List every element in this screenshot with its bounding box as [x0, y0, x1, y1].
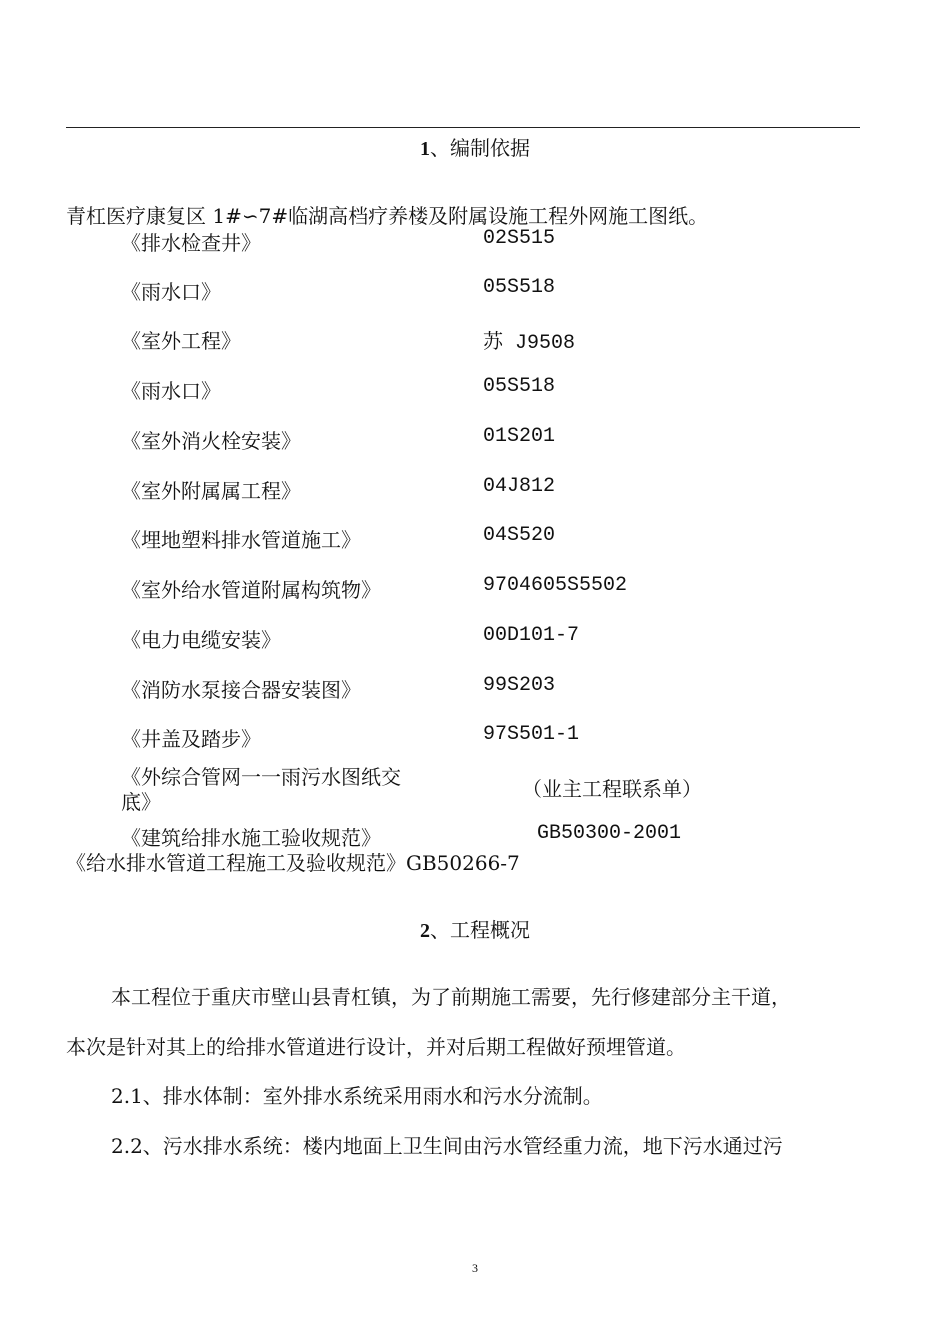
reference-code: 9704605S5502	[483, 574, 628, 597]
reference-name: 《外综合管网一一雨污水图纸交	[121, 765, 401, 789]
section-1-heading	[0, 132, 950, 161]
reference-name: 《室外附属属工程》	[121, 479, 301, 503]
page-number: 3	[472, 1261, 478, 1275]
reference-line: 《给水排水管道工程施工及验收规范》GB50266-7	[66, 851, 520, 875]
reference-name: 《建筑给排水施工验收规范》	[121, 826, 381, 850]
intro-paragraph: 青杠医疗康复区 1#∽7#临湖高档疗养楼及附属设施工程外网施工图纸。	[66, 204, 709, 228]
reference-code: 04J812	[483, 475, 556, 498]
reference-code: （业主工程联系单）	[522, 777, 702, 801]
reference-code: 05S518	[483, 375, 556, 398]
section-2-title: 、工程概况	[430, 918, 530, 942]
reference-name: 《埋地塑料排水管道施工》	[121, 528, 361, 552]
reference-code: 05S518	[483, 276, 556, 299]
reference-code: 02S515	[483, 227, 556, 250]
section-2-number: 2	[420, 920, 430, 942]
reference-name: 《雨水口》	[121, 379, 221, 403]
sewage-system-paragraph: 2.2、污水排水系统：楼内地面上卫生间由污水管经重力流，地下污水通过污	[111, 1134, 783, 1158]
reference-code: 04S520	[483, 524, 556, 547]
reference-code: 97S501-1	[483, 723, 580, 746]
reference-name: 《电力电缆安装》	[121, 628, 281, 652]
overview-paragraph: 本工程位于重庆市壁山县青杠镇，为了前期施工需要，先行修建部分主干道，	[111, 985, 791, 1009]
reference-name: 《排水检查井》	[121, 231, 261, 255]
reference-code: 01S201	[483, 425, 556, 448]
reference-name: 《室外工程》	[121, 329, 241, 353]
reference-code: 99S203	[483, 674, 556, 697]
reference-name: 《井盖及踏步》	[121, 727, 261, 751]
reference-name-continued: 底》	[121, 790, 161, 814]
section-1-title: 、编制依据	[430, 136, 530, 160]
section-2-heading	[0, 914, 950, 943]
reference-code: GB50300-2001	[537, 822, 682, 845]
reference-code: 苏 J9508	[483, 332, 576, 355]
reference-name: 《室外给水管道附属构筑物》	[121, 578, 381, 602]
reference-code: 00D101-7	[483, 624, 580, 647]
reference-name: 《消防水泵接合器安装图》	[121, 678, 361, 702]
overview-paragraph-continued: 本次是针对其上的给排水管道进行设计，并对后期工程做好预埋管道。	[66, 1035, 686, 1059]
section-1-number: 1	[420, 138, 430, 160]
reference-name: 《雨水口》	[121, 280, 221, 304]
reference-name: 《室外消火栓安装》	[121, 429, 301, 453]
drainage-system-paragraph: 2.1、排水体制：室外排水系统采用雨水和污水分流制。	[111, 1084, 603, 1108]
header-rule	[66, 127, 860, 128]
